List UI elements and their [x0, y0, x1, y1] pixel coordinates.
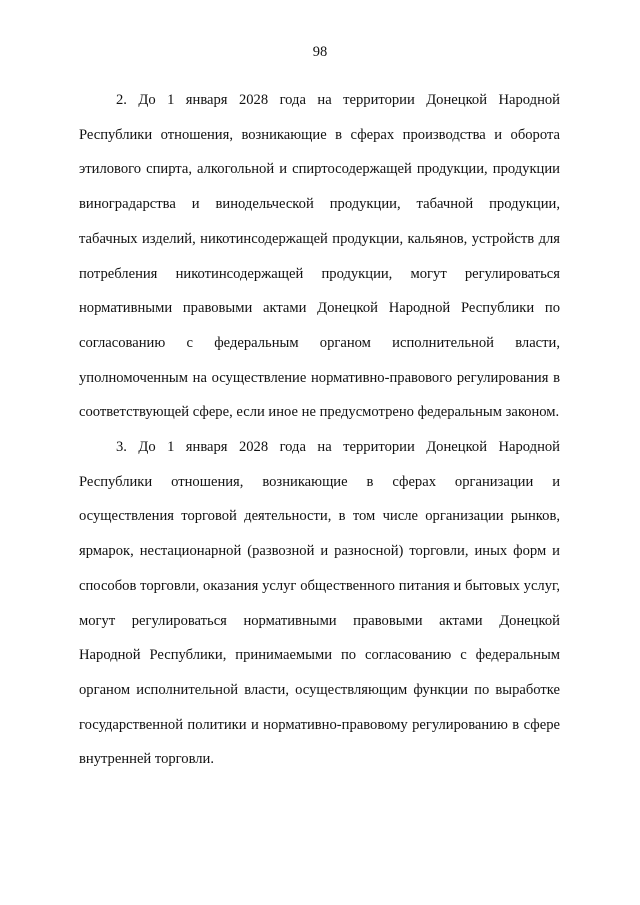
document-body	[79, 83, 560, 777]
page-number: 98	[312, 44, 328, 60]
paragraph-2: 2. До 1 января 2028 года на территории Донецкой Народной Республики отношения, возникающие в сферах производства и оборота этилового спирта, алкогольной и спиртосодержащей продукции, продукции виноградарства и винодельческой продукции, табачной продукции, табачных изделий, никотинсодержащей продукции, кальянов, устройств для потребления никотинсодержащей продукции, могут регулироваться нормативными правовыми актами Донецкой Народной Республики по согласованию с федеральным органом исполнительной власти, уполномоченным на осуществление нормативно-правового регулирования в соответствующей сфере, если иное не предусмотрено федеральным законом.	[79, 92, 560, 421]
paragraph-3: 3. До 1 января 2028 года на территории Донецкой Народной Республики отношения, возникающие в сферах организации и осуществления торговой деятельности, в том числе организации рынков, ярмарок, нестационарной (развозной и разносной) торговли, иных форм и способов торговли, оказания услуг общественного питания и бытовых услуг, могут регулироваться нормативными правовыми актами Донецкой Народной Республики, принимаемыми по согласованию с федеральным органом исполнительной власти, осуществляющим функции по выработке государственной политики и нормативно-правовому регулированию в сфере внутренней торговли.	[79, 439, 560, 768]
